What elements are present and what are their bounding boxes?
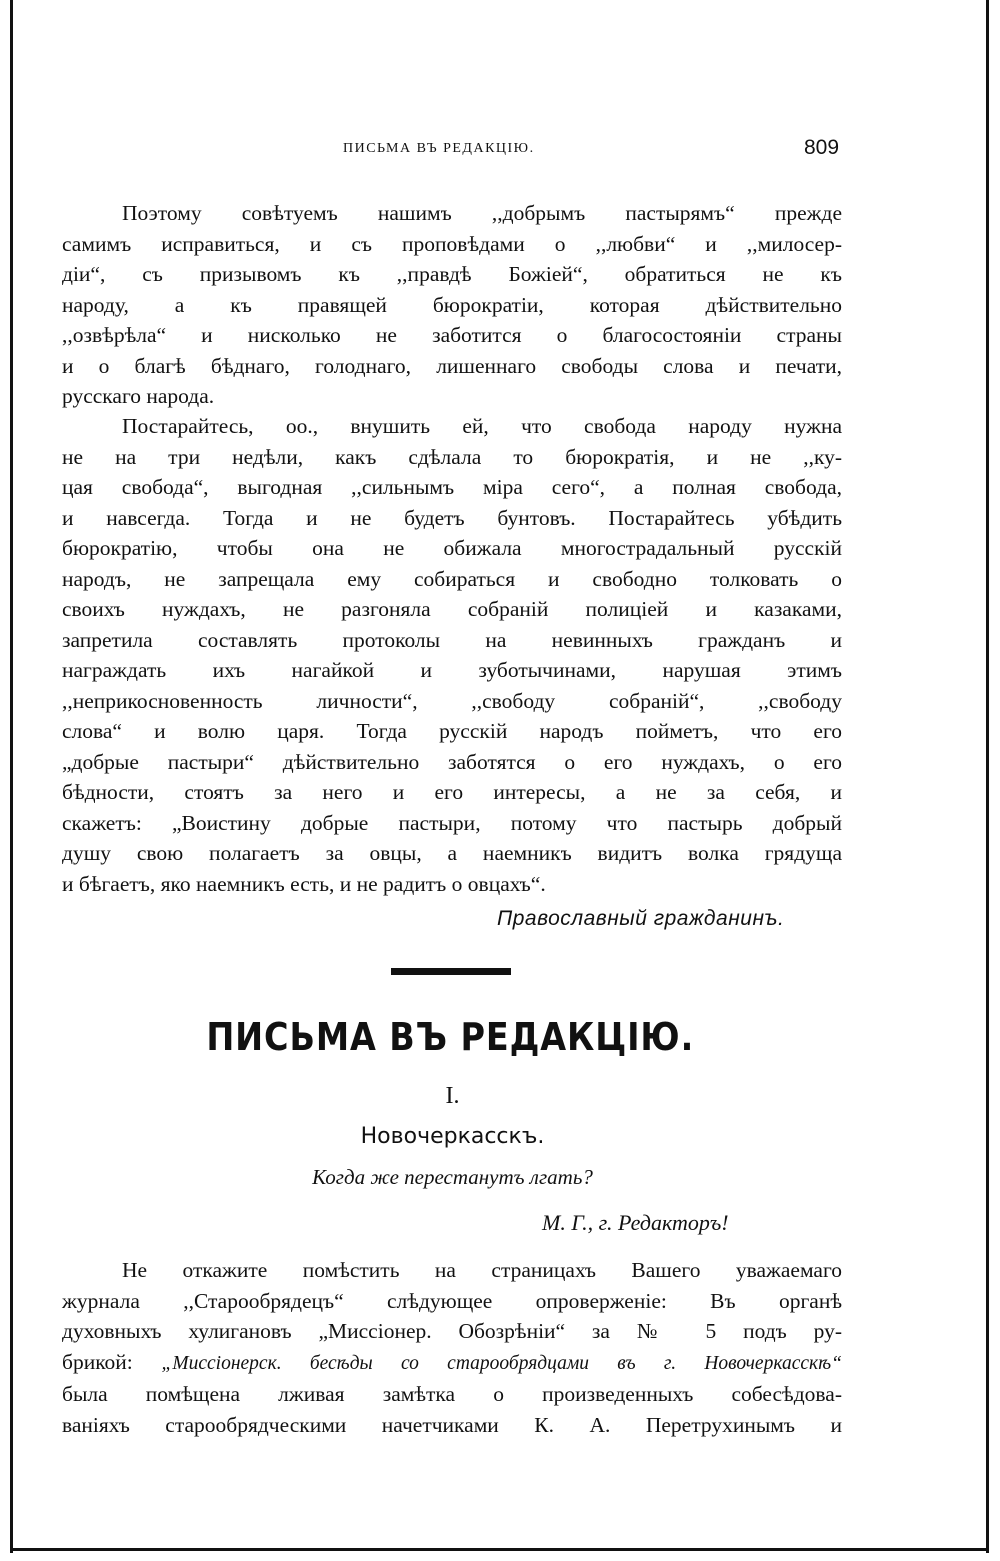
text-line: народу, а къ правящей бюрократіи, которая дѣйствительно xyxy=(62,292,842,317)
page-number: 809 xyxy=(804,136,840,159)
text-line: цая свобода“, выгодная ,,сильнымъ міра сего“, а полная свобода, xyxy=(62,475,842,499)
rubric-title: „Миссіонерск. бесѣды со старообрядцами въ г. Новочеркасскѣ“ xyxy=(161,1352,843,1374)
text-line: Постарайтесь, оо., внушить ей, что свобода народу нужна xyxy=(122,414,842,438)
epigraph: Когда же перестанутъ лгать? xyxy=(312,1165,593,1189)
text-line: была помѣщена лживая замѣтка о произведенныхъ собесѣдова- xyxy=(62,1382,842,1406)
text-line: ,,озвѣрѣла“ и нисколько не заботится о благосостояніи страны xyxy=(62,323,842,347)
text-line xyxy=(62,1347,842,1380)
text-line: не на три недѣли, какъ сдѣлала то бюрократія, и не ,,ку- xyxy=(62,444,842,469)
section-title: ПИСЬМА ВЪ РЕДАКЦІЮ. xyxy=(206,1015,695,1059)
text-line: и о благѣ бѣднаго, голоднаго, лишеннаго свободы слова и печати, xyxy=(62,353,842,378)
scan-border-bottom xyxy=(10,1548,989,1551)
text-line: и бѣгаетъ, яко наемникъ есть, и не радитъ о овцахъ“. xyxy=(62,871,546,896)
paragraph-1 xyxy=(62,198,842,412)
text-line: русскаго народа. xyxy=(62,384,215,408)
text-line: самимъ исправиться, и съ проповѣдами о ,,любви“ и ,,милосер- xyxy=(62,231,842,256)
text-line: слова“ и волю царя. Тогда русскій народъ пойметъ, что его xyxy=(62,719,842,743)
text-line: бюрократію, чтобы она не обижала многострадальный русскій xyxy=(62,536,842,560)
text-line: духовныхъ хулигановъ „Миссіонер. Обозрѣніи“ за № 5 подъ ру- xyxy=(62,1319,842,1343)
text-line: и навсегда. Тогда и не будетъ бунтовъ. Постарайтесь убѣдить xyxy=(62,505,842,530)
section-divider xyxy=(391,968,511,975)
running-head: ПИСЬМА ВЪ РЕДАКЦІЮ. xyxy=(343,141,535,156)
scan-border-left xyxy=(10,0,13,1553)
text-line: журнала ,,Старообрядецъ“ слѣдующее опроверженіе: Въ органѣ xyxy=(62,1288,842,1313)
text-line: бѣдности, стоятъ за него и его интересы, а не за себя, и xyxy=(62,780,842,804)
text-line: скажетъ: „Воистину добрые пастыри, потому что пастырь добрый xyxy=(62,810,842,835)
text-line: „добрые пастыри“ дѣйствительно заботятся о его нуждахъ, о его xyxy=(62,749,842,774)
text-line: награждать ихъ нагайкой и зуботычинами, нарушая этимъ xyxy=(62,658,842,682)
paragraph-3 xyxy=(62,1255,842,1440)
scan-border-right xyxy=(986,0,989,1553)
text-line: народъ, не запрещала ему собираться и свободно толковать о xyxy=(62,566,842,591)
text-line: Не откажите помѣстить на страницахъ Вашего уважаемаго xyxy=(122,1258,842,1282)
text-line: своихъ нуждахъ, не разгоняла собраній полиціей и казаками, xyxy=(62,597,842,621)
text-line: Поэтому совѣтуемъ нашимъ ,,добрымъ пастырямъ“ прежде xyxy=(122,201,842,225)
text-line: запретила составлять протоколы на невинныхъ гражданъ и xyxy=(62,627,842,652)
salutation: М. Г., г. Редакторъ! xyxy=(542,1210,729,1235)
text-line: душу свою полагаетъ за овцы, а наемникъ видитъ волка грядуща xyxy=(62,841,842,865)
text-line: діи“, съ призывомъ къ ,,правдѣ Божіей“, обратиться не къ xyxy=(62,262,842,286)
text-line: ваніяхъ старообрядческими начетчиками К. А. Перетрухинымъ и xyxy=(62,1412,842,1437)
signature: Православный гражданинъ. xyxy=(497,907,785,930)
text-line: ,,неприкосновенность личности“, ,,свободу собраній“, ,,свободу xyxy=(62,688,842,713)
letter-number: I. xyxy=(445,1083,460,1109)
city-heading: Новочеркасскъ. xyxy=(360,1124,545,1149)
paragraph-2 xyxy=(62,411,842,899)
text-fragment: брикой: xyxy=(62,1349,133,1374)
